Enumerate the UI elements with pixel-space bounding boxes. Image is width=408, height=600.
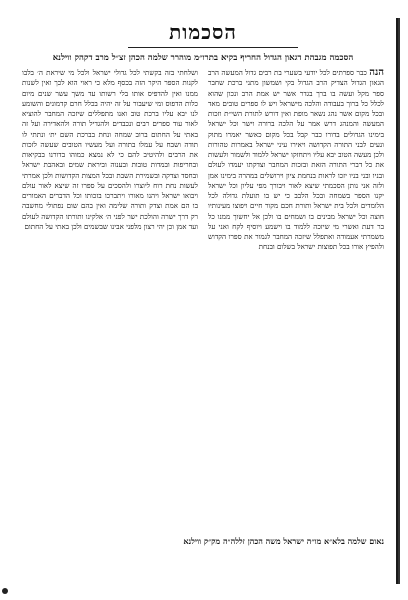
document-page <box>10 18 399 584</box>
column-right-body: כבר ספרתים לכל יודעי בשערי בת רבים גדול המעשה הרב הגאון הגדול הצדיק הרב הגדול בקי ושמשון מתני ברכת שחבר ספר מקל ועשה בו ברך בגדר אשר יש אמת הרב ונכון שהוא לכלל כל ברוך בעבודה והלכה מישראל ויש לו ספרים טובים מאד ובכל מקום אשר נהג נשאר מופת ואין דורש לתורת השי״ת וזכות המעשה והמנהג דרש אמר על הלכה ברורה וישר וכל ישראל בימינו הגדולים בדורו כבר קבל בכל מקום כאשר יאמרו מתוק ונעים לבני התורה הקדושה ויאירו עיני ישראל באמרות טהורות ולכן מעשה הטוב יבא עליו ויתחזקו ישראל ללמוד ולשמור ולעשות את כל דברי התורה הזאת ובזכות המחבר וצדקתו יעמדו לעולם ובניו ובני בניו יזכו לראות בנחמת ציון וירושלים במהרה בימינו אמן ולזה אני נותן הסכמתי שיצא לאור ויבורך מפי עליון וכל ישראל יקנו הספר בשמחה ובכל הלבב כי יש בו תועלת גדולה לכל הלומדים ולכל בית ישראל ותורת חכם מקור חיים ויפוצו מעינותיו חוצה וכל ישראל מבינים בו ושמחים בו ולכן אל יחשוך ממנו כל בר דעת ואשרי מי שיזכה ללמוד בו וישמע ויוסיף לקח ואני על משמרתי אעמודה ואתפלל שיזכה המחבר לגמור את ספרו הקדוש ולהפיץ אורו בכל תפוצות ישראל בשלום ובנחת <box>208 68 384 252</box>
signature-line: נאום שלמה בלא״א מו״ה ישראל משה הכהן זללה״ה מק״ק ווילנא <box>183 536 384 546</box>
column-right-text <box>208 68 384 253</box>
text-columns <box>22 68 384 532</box>
column-right <box>208 68 384 532</box>
approbation-subtitle: הסכמה מגבהת דגאון הגדול החריף בקיא בתרו״מ מוהרר שלמה הכהן זצ״ל מרב דקהק ווילנא <box>52 53 354 63</box>
scan-edge <box>398 18 400 584</box>
column-left <box>22 68 198 532</box>
opening-word: הנה <box>369 68 384 78</box>
page-heading: הסכמות <box>169 20 237 44</box>
heading-rule <box>128 47 298 48</box>
column-left-body: ושלחתי בזה בקשתי לכל גדולי ישראל ולכל מי שיראת ה׳ בלבו לקנות הספר היקר הזה בכסף מלא כי ראוי הוא לכך ואין לשנות ממנו ואין להדפיס אותו בלי רשותו עד משך עשר שנים מיום כלות הדפוס ומי שיעבור על זה יהיה בכלל חרם קדמונים והשומע לנו יבא עליו ברכת טוב ואנו מתפללים שיזכה המחבר להוציא לאור עוד ספרים רבים ונכבדים ולהגדיל תורה ולהאדירה ועל זה באתי על החתום ברוב שמחה ונחת בברכת השם ית׳ ונתתי לו תודה ושבח על עמלו בתורה ועל מעשיו הטובים שעשה לזכות את הרבים ולהיטיב להם כי לא נמצא כמוהו בדורנו בבקיאות ובחריפות ובמדות טובות ובענוה וביראת שמים ובאהבת ישראל ובחסד וצדקה ובשמירת השבת ובכל המצות הקדושות ולכן אמרתי לעשות נחת רוח ליוצרו ולהסכים על ספרו זה שיצא לאור עולם ויבואו ישראל ויהנו מאורו ויתברכו בזכותו וכל הדברים האמורים בו הם אמת וצדק ותורה שלימה ואין בהם שום נפתולי מחשבה רק דרך ישרה והולכת ישר לפני ה׳ אלקינו ותורתו הקדושה לעולם ועד אמן וכן יהי רצון מלפני אבינו שבשמים ולכן באתי על החתום <box>22 68 198 231</box>
scan-speck <box>2 588 8 594</box>
